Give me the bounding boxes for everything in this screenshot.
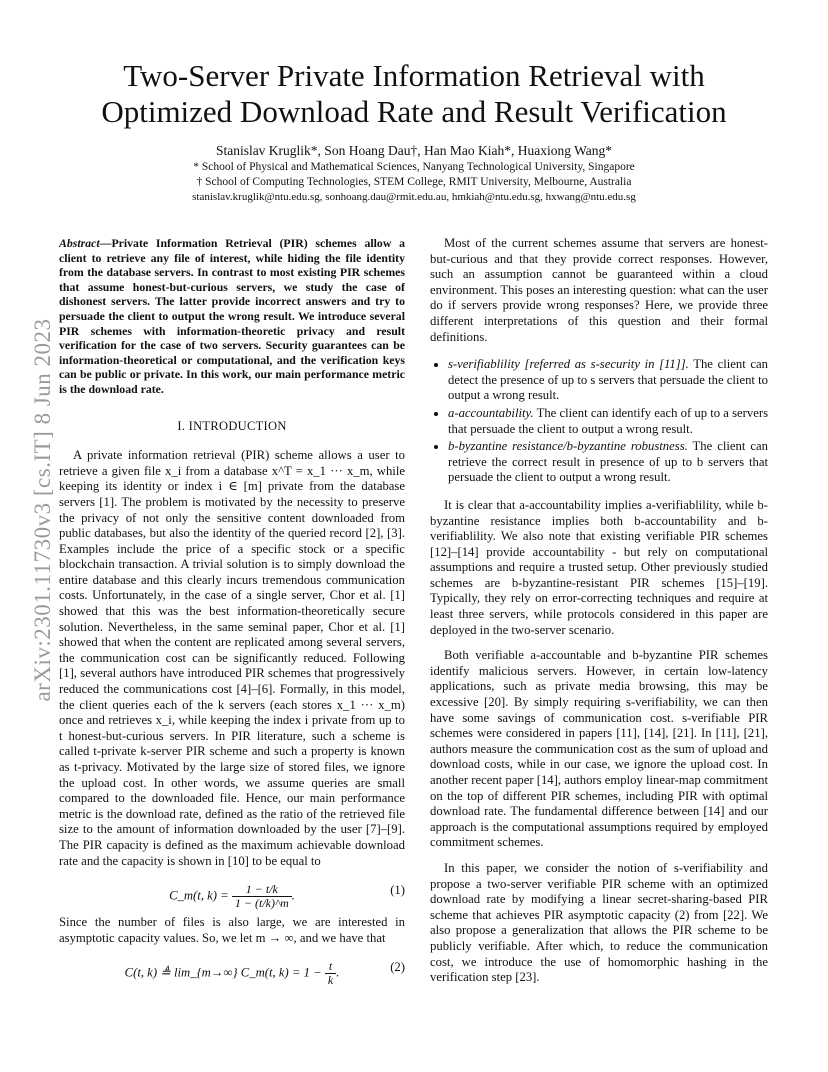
title-line-1: Two-Server Private Information Retrieval with <box>123 58 705 93</box>
affiliation-1: * School of Physical and Mathematical Sciences, Nanyang Technological University, Singapore <box>193 161 635 173</box>
list-item <box>448 406 768 437</box>
affiliation-2: † School of Computing Technologies, STEM College, RMIT University, Melbourne, Australia <box>196 176 632 188</box>
eq2-number: (2) <box>390 960 405 975</box>
bullet-term: b-byzantine resistance/b-byzantine robustness. <box>448 439 688 454</box>
right-paragraph-3: Both verifiable a-accountable and b-byzantine PIR schemes identify malicious servers. However, in certain low-latency applications, such as private media browsing, this may be excessive [20]. By simply requiring s-verifiability, we can then have some savings of communication cost. s-verifiable PIR schemes were considered in papers [11], [14], [21]. In [11], [21], authors measure the communication cost as the sum of upload and download costs, while in our case, we ignore the upload cost. In another recent paper [14], authors employ linear-map commitment on the top of different PIR schemes, including PIR with optimal download rate. The fundamental difference between [14] and our approach is the computational assumptions required by employed commitment schemes. <box>430 648 768 850</box>
list-item <box>448 357 768 404</box>
eq1-denominator: 1 − (t/k)^m <box>234 896 289 911</box>
bullet-text: The client can detect the presence of up to s servers that persuade the client to output a wrong result. <box>448 357 768 403</box>
title-line-2: Optimized Download Rate and Result Verification <box>101 94 727 129</box>
equation-2: C(t, k) ≜ lim_{m→∞} C_m(t, k) = 1 − $\frac{t}{k}$ . (2) <box>124 959 405 988</box>
abstract-text: —Private Information Retrieval (PIR) schemes allow a client to retrieve any file of interest, while hiding the file identity from the database servers. In contrast to most existing PIR schemes that assume honest-but-curious servers, we study the case of dishonest servers. The latter provide incorrect answers and try to persuade the client to output the wrong result. We introduce several PIR schemes with information-theoretic privacy and result verification for the case of two servers. Security guarantees can be information-theoretical or computational, and the verification keys can be public or private. In this work, our main performance metric is the download rate. <box>59 236 405 396</box>
eq1-fraction <box>232 883 292 910</box>
section-heading-introduction: I. INTRODUCTION <box>177 418 287 433</box>
equation-1: C_m(t, k) = $\frac{1 - t/k}{1 - (t/k)\^{}m}$ . (1) <box>169 882 405 911</box>
abstract-label: Abstract <box>59 236 100 250</box>
paper-title <box>0 58 828 130</box>
right-paragraph-1: Most of the current schemes assume that servers are honest-but-curious and that they provide correct responses. However, such an assumption cannot be guaranteed within a cloud environment. This poses an interesting question: what can the user do if servers provide wrong responses? Here, we provide three different interpretations of this question and their formal definitions. <box>430 236 768 344</box>
author-list: Stanislav Kruglik*, Son Hoang Dau†, Han Mao Kiah*, Huaxiong Wang* <box>215 143 613 158</box>
bullet-term: a-accountability. <box>448 405 534 420</box>
right-column <box>430 236 768 986</box>
eq1-lhs: C_m(t, k) = <box>169 888 229 903</box>
list-item <box>448 439 768 486</box>
eq2-lhs: C(t, k) ≜ lim_{m→∞} C_m(t, k) = 1 − <box>124 965 322 980</box>
bullet-term: s-verifiablility [referred as s-security in [11]]. <box>448 357 689 372</box>
abstract <box>59 236 405 397</box>
bullet-text: The client can identify each of up to a servers that persuade the client to output a wrong result. <box>448 405 769 436</box>
author-emails: stanislav.kruglik@ntu.edu.sg, sonhoang.dau@rmit.edu.au, hmkiah@ntu.edu.sg, hxwang@ntu.edu.sg <box>192 191 636 203</box>
right-paragraph-4: In this paper, we consider the notion of s-verifiability and propose a two-server verifiable PIR scheme with an optimized download rate by modifying a linear secret-sharing-based PIR scheme that achieves PIR asymptotic capacity (2) from [22]. We also propose a generalization that allows the PIR scheme to be publicly verifiable. After which, to reduce the communication cost, we introduce the use of homomorphic hashing in the verification step [23]. <box>430 860 768 985</box>
eq1-numerator: 1 − t/k <box>232 883 292 897</box>
arxiv-stamp-text: arXiv:2301.11730v3 [cs.IT] 8 Jun 2023 <box>30 318 55 702</box>
eq2-numerator: t <box>325 960 336 974</box>
arxiv-stamp <box>25 280 61 740</box>
intro-paragraph-2: Since the number of files is also large, we are interested in asymptotic capacity values. So, we let m → ∞, and we have that <box>59 915 405 945</box>
intro-paragraph-1: A private information retrieval (PIR) scheme allows a user to retrieve a given file x_i from a database x^T = x_1 ··· x_m, while keeping its identity or index i ∈ [m] private from the database servers [1]. The problem is motivated by the necessity to preserve the privacy of not only the sensitive content downloaded from public databases, but also the identity of the queried record [2], [3]. Examples include the price of a specific stock or a specific blockchain transaction. A trivial solution is to simply download the entire database and this clearly incurs tremendous communication costs. Unfortunately, in the case of a single server, Chor et al. [1] showed that this was the best information-theoretically secure solution. Nevertheless, in the same seminal paper, Chor et al. [1] showed that when the content are replicated among several servers, the communication cost can be significantly reduced. Following [1], several authors have introduced PIR schemes that progressively reduced the communications cost [4]–[6]. Formally, in this model, the client queries each of the k servers (each stores x_1 ··· x_m) once and retrieves x_i, while keeping the index i private from up to t honest-but-curious servers. In PIR literature, such a scheme is called t-private k-server PIR scheme and such a property is known as t-privacy. Motivated by the large size of stored files, we ignore the upload cost. In other words, we assume queries are small compared to the downloaded file. Hence, our main performance metric is the download rate, defined as the ratio of the retrieved file size to the amount of information downloaded by the user [7]–[9]. The PIR capacity is defined as the maximum achievable download rate and the capacity is shown in [10] to be equal to <box>59 448 405 868</box>
eq1-number: (1) <box>390 883 405 898</box>
eq2-denominator: k <box>327 973 334 988</box>
eq2-fraction <box>325 960 336 987</box>
definition-list <box>430 357 768 486</box>
bullet-text: The client can retrieve the correct result in presence of up to b servers that persuade the client to output a wrong result. <box>448 439 768 485</box>
right-paragraph-2: It is clear that a-accountability implies a-verifiablility, while b-byzantine resistance implies both b-accountability and b-verifiablility. We also note that existing verifiable PIR schemes [12]–[14] provide accountability - but rely on computational assumptions and require a trusted setup. Other previously studied schemes are b-byzantine-resistant PIR schemes [15]–[19]. Typically, they rely on error-correcting techniques and require at least three servers, while protocols considered in this paper are deployed in the two-server scenario. <box>430 497 768 637</box>
left-column <box>59 236 405 992</box>
